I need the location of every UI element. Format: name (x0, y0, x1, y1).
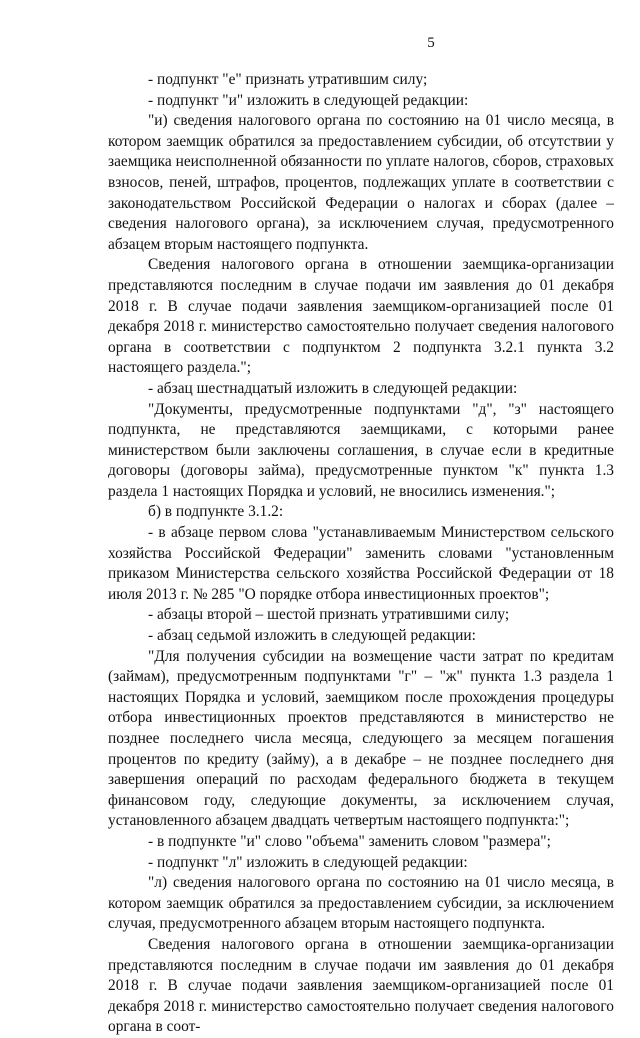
paragraph-13: - подпункт "л" изложить в следующей редакции: (148, 853, 468, 871)
paragraph-3: "и) сведения налогового органа по состоянию на 01 число месяца, в котором заемщик обратился за предоставлением субсидии, об отсутствии у заемщика неисполненной обязанности по уплате налогов, сборов, страховых взносов, пеней, штрафов, процентов, подлежащих уплате в соответствии с законодательством Российской Федерации о налогах и сборах (далее – сведения налогового органа), за исключением случая, предусмотренного абзацем вторым настоящего подпункта. (108, 112, 614, 253)
paragraph-7: б) в подпункте 3.1.2: (148, 503, 284, 521)
paragraph-9: - абзацы второй – шестой признать утратившими силу; (148, 606, 510, 624)
paragraph-4: Сведения налогового органа в отношении заемщика-организации представляются последним в случае подачи им заявления до 01 декабря 2018 г. В случае подачи заявления заемщиком-организацией после 01 декабря 2018 г. министерство самостоятельно получает сведения налогового органа в соответствии с подпунктом 2 подпункта 3.2.1 пункта 3.2 настоящего раздела."; (108, 256, 614, 377)
paragraph-15: Сведения налогового органа в отношении заемщика-организации представляются последним в случае подачи им заявления до 01 декабря 2018 г. В случае подачи заявления заемщиком-организацией после 01 декабря 2018 г. министерство самостоятельно получает сведения налогового органа в соот- (108, 935, 614, 1036)
paragraph-8: - в абзаце первом слова "устанавливаемым Министерством сельского хозяйства Российской Федерации" заменить словами "установленным приказом Министерства сельского хозяйства Российской Федерации от 18 июля 2013 г. № 285 "О порядке отбора инвестиционных проектов"; (108, 524, 614, 603)
document-body (108, 70, 614, 1038)
paragraph-14: "л) сведения налогового органа по состоянию на 01 число месяца, в котором заемщик обратился за предоставлением субсидии, за исключением случая, предусмотренного абзацем вторым настоящего подпункта. (108, 874, 614, 933)
paragraph-10: - абзац седьмой изложить в следующей редакции: (148, 627, 476, 645)
paragraph-12: - в подпункте "и" слово "объема" заменить словом "размера"; (148, 832, 551, 850)
paragraph-6: "Документы, предусмотренные подпунктами "д", "з" настоящего подпункта, не представляются заемщиками, с которыми ранее министерством были заключены соглашения, в случае если в кредитные договоры (договоры займа), предусмотренные пунктом "к" пункта 1.3 раздела 1 настоящих Порядка и условий, не вносились изменения."; (108, 400, 614, 500)
paragraph-2: - подпункт "и" изложить в следующей редакции: (148, 91, 469, 109)
paragraph-11: "Для получения субсидии на возмещение части затрат по кредитам (займам), предусмотренным подпунктами "г" – "ж" пункта 1.3 раздела 1 настоящих Порядка и условий, заемщиком после прохождения процедуры отбора инвестиционных проектов представляются в министерство не позднее последнего числа месяца, следующего за месяцем погашения процентов по кредиту (займу), а в декабре – не позднее последнего дня завершения операций по расходам федерального бюджета в текущем финансовом году, следующие документы, за исключением случая, установленного абзацем двадцать четвертым настоящего подпункта:"; (108, 647, 614, 830)
page-number: 5 (427, 35, 435, 51)
paragraph-1: - подпункт "е" признать утратившим силу; (148, 71, 428, 88)
paragraph-5: - абзац шестнадцатый изложить в следующей редакции: (148, 379, 518, 397)
